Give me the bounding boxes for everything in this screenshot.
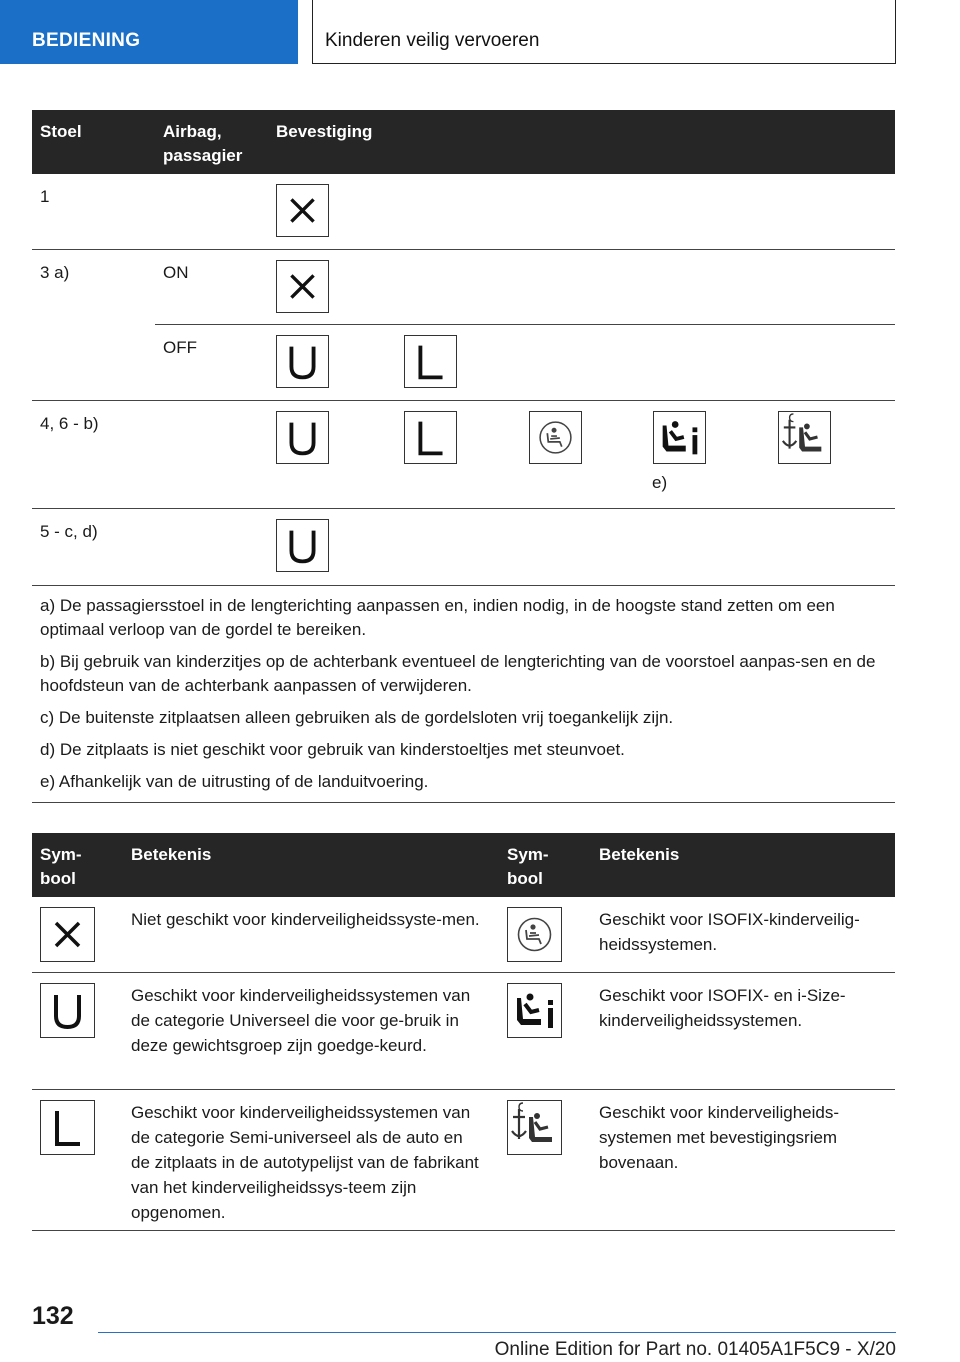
symbol-description: Geschikt voor kinderveiligheidssystemen van de categorie Universeel die voor ge-bruik in deze gewichtsgroep zijn goedge-keurd. (131, 986, 471, 1055)
seat-label: 5 - c, d) (40, 522, 98, 541)
u-icon (276, 519, 329, 572)
symbol-description: Geschikt voor kinderveiligheidssystemen van de categorie Semi-universeel als de auto en de zitplaats in de autotypelijst van de fabrikant van het kinderveiligheidssys-teem zijn opgenomen. (131, 1103, 479, 1222)
table-row (32, 174, 895, 250)
l-icon (404, 411, 457, 464)
footnotes (32, 586, 895, 803)
column-header-meaning: Betekenis (599, 845, 680, 864)
x-icon (40, 907, 95, 962)
table-header (32, 110, 895, 174)
symbol-description: Niet geschikt voor kinderveiligheidssyste-men. (131, 910, 480, 929)
page-number: 132 (32, 1302, 74, 1330)
footnote: b) Bij gebruik van kinderzitjes op de achterbank eventueel de lengterichting van de voorstoel aanpas-sen en de hoofdsteun van de achterbank aanpassen of verwijderen. (40, 652, 876, 695)
column-header-symbol: Sym-bool (40, 845, 82, 888)
footnote: c) De buitenste zitplaatsen alleen gebruiken als de gordelsloten vrij toegankelijk zijn. (40, 708, 674, 727)
symbol-description: Geschikt voor kinderveiligheids-systemen met bevestigingsriem bovenaan. (599, 1103, 839, 1172)
l-icon (404, 335, 457, 388)
u-icon (276, 411, 329, 464)
isofix-isize-icon (653, 411, 706, 464)
symbol-description: Geschikt voor ISOFIX-kinderveilig-heidssystemen. (599, 910, 860, 954)
footnote: a) De passagiersstoel in de lengterichting aanpassen en, indien nodig, in de hoogste stand zetten om een optimaal verloop van de gordel te bereiken. (40, 596, 835, 639)
symbol-description: Geschikt voor ISOFIX- en i-Size-kinderveiligheidssystemen. (599, 986, 846, 1030)
isofix-isize-icon (507, 983, 562, 1038)
column-header-meaning: Betekenis (131, 845, 212, 864)
column-header-airbag: Airbag, passagier (163, 122, 243, 165)
seat-label: 4, 6 - b) (40, 414, 99, 433)
column-header-seat: Stoel (40, 122, 82, 141)
footnote: e) Afhankelijk van de uitrusting of de landuitvoering. (40, 772, 429, 791)
symbol-legend-table (32, 833, 895, 1231)
airbag-status: ON (163, 263, 189, 282)
page-title: Kinderen veilig vervoeren (312, 0, 896, 64)
seat-label: 1 (40, 187, 50, 206)
x-icon (276, 184, 329, 237)
x-icon (276, 260, 329, 313)
column-header-mount: Bevestiging (276, 122, 373, 141)
top-tether-icon (778, 411, 831, 464)
footnote-marker: e) (652, 473, 668, 492)
u-icon (40, 983, 95, 1038)
isofix-icon (507, 907, 562, 962)
seat-label: 3 a) (40, 263, 70, 282)
table-row (32, 250, 895, 401)
airbag-status: OFF (163, 338, 197, 357)
section-tab: BEDIENING (0, 0, 298, 64)
column-header-symbol: Sym-bool (507, 845, 549, 888)
isofix-icon (529, 411, 582, 464)
divider (155, 324, 895, 325)
edition-footer: Online Edition for Part no. 01405A1F5C9 - X/20 (98, 1332, 896, 1361)
table-header (32, 833, 895, 897)
top-tether-icon (507, 1100, 562, 1155)
l-icon (40, 1100, 95, 1155)
table-row (32, 973, 895, 1090)
footnote: d) De zitplaats is niet geschikt voor gebruik van kinderstoeltjes met steunvoet. (40, 740, 625, 759)
table-row (32, 401, 895, 509)
child-seat-table (32, 110, 895, 803)
table-row (32, 1090, 895, 1231)
u-icon (276, 335, 329, 388)
table-row (32, 897, 895, 973)
table-row (32, 509, 895, 586)
